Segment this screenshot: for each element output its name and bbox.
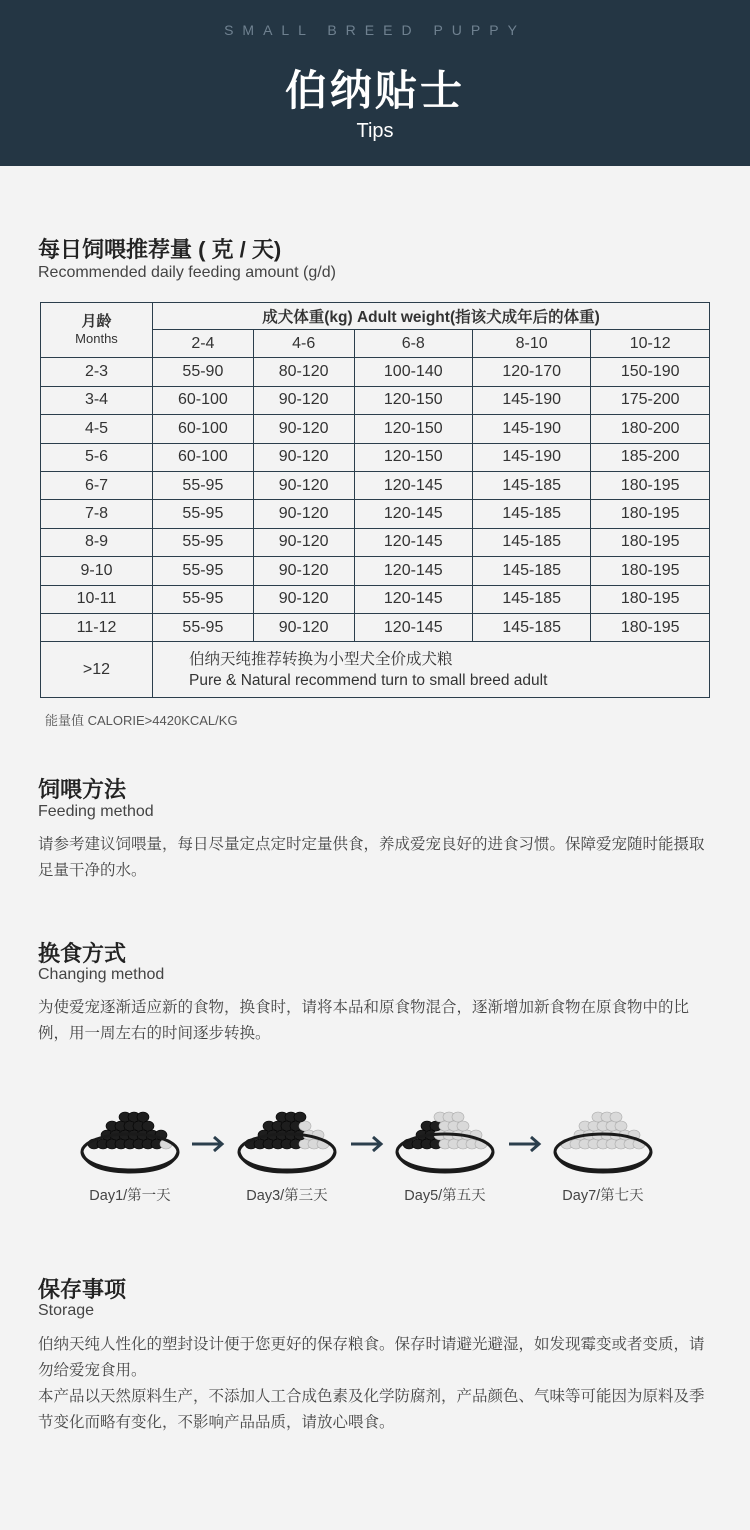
storage-text-1: 伯纳天纯人性化的塑封设计便于您更好的保存粮食。保存时请避光避湿，如发现霉变或者变质，请勿给爱宠食用。 xyxy=(38,1336,705,1379)
amount-cell: 55-95 xyxy=(153,500,254,528)
amount-cell: 90-120 xyxy=(253,585,354,613)
old-kibble xyxy=(294,1112,306,1122)
recommend-note-cn: 伯纳天纯推荐转换为小型犬全价成犬粮 xyxy=(189,650,453,668)
new-kibble xyxy=(615,1121,627,1131)
weight-column-header: 4-6 xyxy=(253,330,354,358)
amount-cell: 120-150 xyxy=(354,386,472,414)
amount-cell: 90-120 xyxy=(253,557,354,585)
changing-method-text: 为使爱宠逐渐适应新的食物，换食时，请将本品和原食物混合，逐渐增加新食物在原食物中的比例，用一周左右的时间逐步转换。 xyxy=(38,999,690,1042)
amount-cell: 60-100 xyxy=(153,386,254,414)
amount-cell: 55-95 xyxy=(153,557,254,585)
amount-cell: 120-145 xyxy=(354,500,472,528)
step-label: Day1/第一天 xyxy=(89,1188,171,1204)
feeding-amount-subtitle: Recommended daily feeding amount (g/d) xyxy=(38,264,336,281)
amount-cell: 80-120 xyxy=(253,358,354,386)
storage-text-2: 本产品以天然原料生产，不添加人工合成色素及化学防腐剂，产品颜色、气味等可能因为原料及季节变化而略有变化，不影响产品品质，请放心喂食。 xyxy=(38,1388,705,1431)
step-label: Day7/第七天 xyxy=(562,1188,644,1204)
table-header-row xyxy=(41,303,710,330)
food-bowl-icon xyxy=(235,1100,339,1176)
feeding-method-title: 饲喂方法 xyxy=(38,777,127,802)
amount-cell: 120-145 xyxy=(354,557,472,585)
feeding-method-text: 请参考建议饲喂量，每日尽量定点定时定量供食，养成爱宠良好的进食习惯。保障爱宠随时能摄取足量干净的水。 xyxy=(38,836,705,879)
amount-cell: 60-100 xyxy=(153,415,254,443)
amount-cell: 180-195 xyxy=(591,585,710,613)
new-kibble xyxy=(610,1112,622,1122)
amount-cell: 55-95 xyxy=(153,585,254,613)
table-row-last xyxy=(41,642,710,698)
food-bowl-icon xyxy=(78,1100,182,1176)
month-cell: 2-3 xyxy=(41,358,153,386)
new-kibble xyxy=(457,1121,469,1131)
month-cell: 11-12 xyxy=(41,613,153,641)
calorie-note: 能量值 CALORIE>4420KCAL/KG xyxy=(45,713,238,728)
changing-method-subtitle: Changing method xyxy=(38,966,165,983)
amount-cell: 175-200 xyxy=(591,386,710,414)
weight-header-cell: 成犬体重(kg) Adult weight(指该犬成年后的体重) xyxy=(153,303,710,330)
amount-cell: 55-95 xyxy=(153,528,254,556)
amount-cell: 90-120 xyxy=(253,386,354,414)
months-header-cell xyxy=(41,303,153,358)
arrow-right-icon xyxy=(349,1134,385,1154)
month-cell: 8-9 xyxy=(41,528,153,556)
amount-cell: 180-195 xyxy=(591,500,710,528)
amount-cell: 55-95 xyxy=(153,613,254,641)
amount-cell: 120-145 xyxy=(354,471,472,499)
table-row xyxy=(41,443,710,471)
amount-cell: 145-190 xyxy=(472,443,590,471)
amount-cell: 145-190 xyxy=(472,415,590,443)
weight-column-header: 8-10 xyxy=(472,330,590,358)
month-cell: 3-4 xyxy=(41,386,153,414)
month-cell: 7-8 xyxy=(41,500,153,528)
arrow-right-icon xyxy=(190,1134,226,1154)
amount-cell: 90-120 xyxy=(253,528,354,556)
header-banner xyxy=(0,0,750,166)
month-cell: 6-7 xyxy=(41,471,153,499)
step-day-4 xyxy=(548,1100,658,1205)
amount-cell: 180-195 xyxy=(591,557,710,585)
amount-cell: 180-195 xyxy=(591,528,710,556)
step-label: Day5/第五天 xyxy=(404,1188,486,1204)
kibble-pile xyxy=(561,1112,645,1149)
amount-cell: 145-185 xyxy=(472,528,590,556)
amount-cell: 120-145 xyxy=(354,528,472,556)
amount-cell: 185-200 xyxy=(591,443,710,471)
amount-cell: 90-120 xyxy=(253,471,354,499)
amount-cell: 150-190 xyxy=(591,358,710,386)
storage-subtitle: Storage xyxy=(38,1302,95,1319)
food-bowl-icon xyxy=(393,1100,497,1176)
food-bowl-icon xyxy=(551,1100,655,1176)
kibble-pile xyxy=(245,1112,329,1149)
table-row xyxy=(41,415,710,443)
month-cell: 10-11 xyxy=(41,585,153,613)
table-row xyxy=(41,471,710,499)
old-kibble xyxy=(142,1121,154,1131)
table-row xyxy=(41,557,710,585)
recommend-note-cell xyxy=(153,642,710,698)
arrow-right-icon xyxy=(507,1134,543,1154)
month-cell: 4-5 xyxy=(41,415,153,443)
new-kibble xyxy=(299,1121,311,1131)
amount-cell: 120-170 xyxy=(472,358,590,386)
month-cell: >12 xyxy=(41,642,153,698)
amount-cell: 120-150 xyxy=(354,415,472,443)
changing-method-title: 换食方式 xyxy=(38,941,127,966)
step-day-2 xyxy=(232,1100,342,1205)
months-label-en: Months xyxy=(75,331,118,347)
month-cell: 9-10 xyxy=(41,557,153,585)
amount-cell: 55-90 xyxy=(153,358,254,386)
page-title: 伯纳贴士 xyxy=(284,67,465,114)
amount-cell: 90-120 xyxy=(253,500,354,528)
weight-column-header: 10-12 xyxy=(591,330,710,358)
step-day-1 xyxy=(75,1100,185,1205)
months-label-cn: 月龄 xyxy=(81,313,112,331)
amount-cell: 180-200 xyxy=(591,415,710,443)
kibble-pile xyxy=(88,1112,172,1149)
table-row xyxy=(41,613,710,641)
amount-cell: 120-145 xyxy=(354,585,472,613)
amount-cell: 120-150 xyxy=(354,443,472,471)
amount-cell: 145-185 xyxy=(472,613,590,641)
amount-cell: 180-195 xyxy=(591,471,710,499)
storage-title: 保存事项 xyxy=(38,1277,127,1302)
changing-steps xyxy=(0,1100,750,1210)
feeding-table xyxy=(40,302,710,698)
amount-cell: 145-185 xyxy=(472,557,590,585)
amount-cell: 100-140 xyxy=(354,358,472,386)
weight-column-header: 6-8 xyxy=(354,330,472,358)
amount-cell: 90-120 xyxy=(253,613,354,641)
amount-cell: 120-145 xyxy=(354,613,472,641)
amount-cell: 90-120 xyxy=(253,443,354,471)
header-en-top: SMALL BREED PUPPY xyxy=(224,22,526,38)
amount-cell: 60-100 xyxy=(153,443,254,471)
kibble-pile xyxy=(403,1112,487,1149)
table-row xyxy=(41,358,710,386)
amount-cell: 145-190 xyxy=(472,386,590,414)
new-kibble xyxy=(452,1112,464,1122)
recommend-note-en: Pure & Natural recommend turn to small breed adult xyxy=(189,671,548,689)
old-kibble xyxy=(137,1112,149,1122)
amount-cell: 145-185 xyxy=(472,471,590,499)
feeding-amount-title: 每日饲喂推荐量 ( 克 / 天) xyxy=(38,237,282,262)
table-row xyxy=(41,386,710,414)
amount-cell: 145-185 xyxy=(472,585,590,613)
feeding-method-subtitle: Feeding method xyxy=(38,803,154,820)
step-day-3 xyxy=(390,1100,500,1205)
amount-cell: 55-95 xyxy=(153,471,254,499)
amount-cell: 180-195 xyxy=(591,613,710,641)
step-label: Day3/第三天 xyxy=(246,1188,328,1204)
table-row xyxy=(41,500,710,528)
amount-cell: 90-120 xyxy=(253,415,354,443)
table-row xyxy=(41,528,710,556)
amount-cell: 145-185 xyxy=(472,500,590,528)
weight-column-header: 2-4 xyxy=(153,330,254,358)
month-cell: 5-6 xyxy=(41,443,153,471)
page-subtitle: Tips xyxy=(356,120,394,142)
table-row xyxy=(41,585,710,613)
